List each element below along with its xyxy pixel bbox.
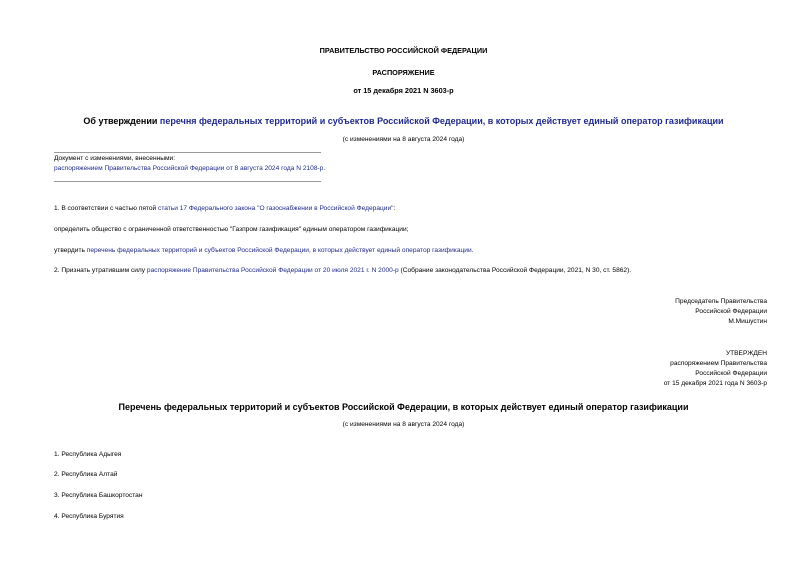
repealed-order-link[interactable]: распоряжение Правительства Российской Федерации от 20 июля 2021 г. N 2000-р bbox=[146, 267, 399, 274]
paragraph-1 bbox=[54, 205, 395, 212]
changes-link[interactable]: распоряжением Правительства Российской Федерации от 8 августа 2024 года N 2108-р. bbox=[54, 165, 326, 172]
signature-position: Председатель Правительства bbox=[675, 298, 767, 305]
p1-suffix: : bbox=[393, 205, 396, 212]
doc-type-heading: РАСПОРЯЖЕНИЕ bbox=[372, 68, 435, 77]
list-item: 2. Республика Алтай bbox=[54, 471, 118, 478]
p4-prefix: 2. Признать утратившим силу bbox=[54, 267, 147, 274]
doc-date-number: от 15 декабря 2021 N 3603-р bbox=[353, 86, 454, 95]
list-title: Перечень федеральных территорий и субъектов Российской Федерации, в которых действует единый оператор газификации bbox=[118, 402, 689, 412]
title-prefix: Об утверждении bbox=[83, 116, 160, 126]
changes-bottom-divider bbox=[54, 181, 321, 182]
approved-line-3: Российской Федерации bbox=[695, 370, 767, 377]
list-item: 1. Республика Адыгея bbox=[54, 451, 122, 458]
signature-name: М.Мишустин bbox=[728, 318, 767, 325]
p3-prefix: утвердить bbox=[54, 247, 87, 254]
changes-top-divider bbox=[54, 152, 321, 153]
signature-org: Российской Федерации bbox=[695, 308, 767, 315]
list-amendments: (с изменениями на 8 августа 2024 года) bbox=[342, 421, 465, 428]
list-item: 3. Республика Башкортостан bbox=[54, 492, 143, 499]
p1-prefix: 1. В соответствии с частью пятой bbox=[54, 205, 159, 212]
paragraph-4 bbox=[54, 267, 631, 274]
government-heading: ПРАВИТЕЛЬСТВО РОССИЙСКОЙ ФЕДЕРАЦИИ bbox=[319, 46, 488, 55]
paragraph-3 bbox=[54, 247, 473, 254]
law-article-link[interactable]: статьи 17 Федерального закона "О газоснабжении в Российской Федерации" bbox=[158, 205, 394, 212]
approved-heading: УТВЕРЖДЕН bbox=[725, 350, 767, 357]
changes-label: Документ с изменениями, внесенными: bbox=[54, 155, 176, 162]
title-link[interactable]: перечня федеральных территорий и субъектов Российской Федерации, в которых действует единый оператор газификации bbox=[159, 116, 724, 126]
approved-line-4: от 15 декабря 2021 года N 3603-р bbox=[663, 380, 767, 387]
document-title bbox=[0, 116, 807, 126]
paragraph-2: определить общество с ограниченной ответственностью "Газпром газификация" единым оператором газификации; bbox=[54, 226, 409, 233]
list-link[interactable]: перечень федеральных территорий и субъектов Российской Федерации, в которых действует единый оператор газификации. bbox=[86, 247, 474, 254]
p4-suffix: (Собрание законодательства Российской Федерации, 2021, N 30, ст. 5862). bbox=[398, 267, 632, 274]
title-amendments: (с изменениями на 8 августа 2024 года) bbox=[342, 136, 465, 143]
approved-line-2: распоряжением Правительства bbox=[670, 360, 767, 367]
list-item: 4. Республика Бурятия bbox=[54, 513, 124, 520]
